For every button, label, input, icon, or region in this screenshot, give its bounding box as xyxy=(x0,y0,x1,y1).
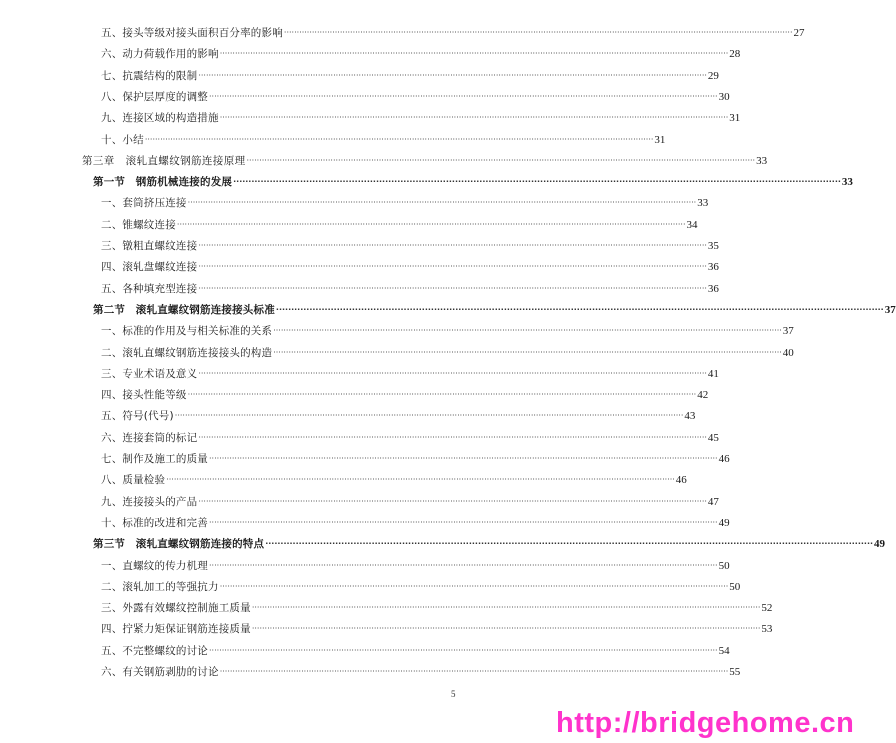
dot-leader: ········································································································································································································ xyxy=(219,581,729,591)
toc-entry xyxy=(101,620,773,638)
toc-entry-title: 九、连接接头的产品 xyxy=(101,495,198,508)
toc-entry-title: 三、镦粗直螺纹连接 xyxy=(101,240,198,252)
toc-entry xyxy=(101,450,730,468)
toc-entry xyxy=(101,322,794,340)
toc-entry xyxy=(101,24,805,42)
dot-leader: ········································································································································································································ xyxy=(283,28,793,37)
toc-entry-title: 六、动力荷载作用的影响 xyxy=(101,48,219,61)
toc-entry xyxy=(101,386,709,404)
toc-entry-page: 36 xyxy=(707,282,719,295)
dot-leader: ········································································································································································································ xyxy=(209,517,718,527)
toc-section-heading xyxy=(93,535,886,553)
toc-entry xyxy=(101,514,730,532)
toc-entry-title: 七、抗震结构的限制 xyxy=(101,69,198,82)
toc-entry-page: 53 xyxy=(761,623,773,636)
toc-entry-page: 46 xyxy=(675,474,687,487)
dot-leader: ········································································································································································································ xyxy=(219,667,729,676)
toc-entry-page: 54 xyxy=(718,644,730,657)
toc-entry-page: 34 xyxy=(686,218,698,231)
dot-leader: ········································································································································································································ xyxy=(265,539,874,549)
dot-leader: ········································································································································································································ xyxy=(246,155,756,165)
toc-entry-page: 42 xyxy=(697,389,709,402)
toc-entry xyxy=(101,88,730,106)
toc-entry xyxy=(101,599,773,617)
toc-entry xyxy=(101,344,794,362)
toc-entry xyxy=(101,471,687,489)
toc-entry-page: 33 xyxy=(841,176,853,189)
toc-entry xyxy=(101,578,741,596)
toc-entry-page: 40 xyxy=(782,346,794,359)
dot-leader: ········································································································································································································ xyxy=(198,368,707,378)
toc-entry-page: 28 xyxy=(729,48,741,61)
toc-entry-page: 47 xyxy=(707,495,719,508)
toc-entry-page: 37 xyxy=(782,325,794,338)
toc-entry-page: 33 xyxy=(756,154,768,167)
toc-entry-title: 三、外露有效螺纹控制施工质量 xyxy=(101,602,251,615)
toc-entry-title: 五、不完整螺纹的讨论 xyxy=(101,644,208,657)
page-number: 5 xyxy=(451,689,456,699)
dot-leader: ········································································································································································································ xyxy=(166,475,675,485)
dot-leader: ········································································································································································································ xyxy=(198,70,707,80)
toc-entry xyxy=(101,365,719,383)
toc-section-heading xyxy=(93,301,896,319)
toc-entry-title: 二、滚轧加工的等强抗力 xyxy=(101,580,219,593)
toc-entry xyxy=(101,237,719,255)
toc-entry-page: 45 xyxy=(707,431,719,444)
toc-entry xyxy=(101,45,741,63)
toc-entry-page: 37 xyxy=(884,303,896,316)
toc-entry-title: 八、质量检验 xyxy=(101,474,166,487)
toc-entry-title: 一、套筒挤压连接 xyxy=(101,197,187,210)
toc-entry-title: 第三章 滚轧直螺纹钢筋连接原理 xyxy=(82,154,246,167)
toc-entry-title: 六、连接套筒的标记 xyxy=(101,431,198,444)
toc-entry-title: 一、标准的作用及与相关标准的关系 xyxy=(101,325,273,338)
toc-entry xyxy=(101,407,696,425)
toc-entry-page: 36 xyxy=(707,261,719,274)
dot-leader: ········································································································································································································ xyxy=(209,560,718,570)
toc-entry xyxy=(101,258,719,276)
dot-leader: ········································································································································································································ xyxy=(209,645,718,655)
toc-entry-title: 七、制作及施工的质量 xyxy=(101,453,208,465)
toc-entry-page: 49 xyxy=(874,538,886,551)
toc-entry xyxy=(101,493,719,511)
toc-entry-page: 43 xyxy=(684,410,696,423)
toc-entry-title: 二、锥螺纹连接 xyxy=(101,218,176,231)
toc-entry xyxy=(101,642,730,660)
dot-leader: ········································································································································································································ xyxy=(198,241,707,250)
toc-entry-title: 八、保护层厚度的调整 xyxy=(101,90,208,103)
toc-entry-page: 52 xyxy=(761,602,773,615)
toc-entry xyxy=(101,216,698,234)
toc-entry-page: 33 xyxy=(697,197,709,210)
toc-entry-title: 四、滚轧盘螺纹连接 xyxy=(101,261,198,274)
dot-leader: ········································································································································································································ xyxy=(198,283,707,293)
toc-entry-title: 第一节 钢筋机械连接的发展 xyxy=(93,176,233,189)
toc-entry-page: 55 xyxy=(729,666,741,678)
toc-entry-title: 五、接头等级对接头面积百分率的影响 xyxy=(101,27,283,39)
dot-leader: ········································································································································································································ xyxy=(198,262,707,272)
dot-leader: ········································································································································································································ xyxy=(273,326,782,336)
toc-entry-title: 一、直螺纹的传力机理 xyxy=(101,559,208,572)
toc-entry-title: 六、有关钢筋剥肋的讨论 xyxy=(101,666,219,678)
dot-leader: ········································································································································································································ xyxy=(198,432,707,442)
dot-leader: ········································································································································································································ xyxy=(209,454,718,463)
dot-leader: ········································································································································································································ xyxy=(219,49,729,59)
toc-entry xyxy=(101,131,666,149)
toc-entry-page: 50 xyxy=(729,580,741,593)
toc-entry-page: 31 xyxy=(729,112,741,125)
toc-entry xyxy=(101,663,741,681)
dot-leader: ········································································································································································································ xyxy=(174,411,684,421)
toc-entry xyxy=(101,429,719,447)
toc-entry-page: 46 xyxy=(718,453,730,465)
toc-entry-page: 50 xyxy=(718,559,730,572)
toc-entry-title: 第二节 滚轧直螺纹钢筋连接接头标准 xyxy=(93,303,275,316)
watermark-url: http://bridgehome.cn xyxy=(556,707,855,739)
toc-entry xyxy=(101,194,709,212)
toc-entry xyxy=(101,109,741,127)
dot-leader: ········································································································································································································ xyxy=(273,347,782,357)
toc-entry-page: 41 xyxy=(707,367,719,380)
toc-entry-page: 30 xyxy=(718,90,730,103)
toc-entry-title: 五、各种填充型连接 xyxy=(101,282,198,295)
toc-entry xyxy=(101,280,719,298)
toc-entry xyxy=(101,557,730,575)
toc-chapter-heading xyxy=(82,152,768,170)
dot-leader: ········································································································································································································ xyxy=(251,624,761,634)
toc-entry-title: 五、符号(代号) xyxy=(101,410,174,423)
toc-entry-page: 31 xyxy=(654,133,666,146)
toc-entry-title: 二、滚轧直螺纹钢筋连接接头的构造 xyxy=(101,346,273,359)
toc-entry-title: 三、专业术语及意义 xyxy=(101,367,198,380)
toc-entry-title: 四、拧紧力矩保证钢筋连接质量 xyxy=(101,623,251,636)
dot-leader: ········································································································································································································ xyxy=(209,91,718,101)
dot-leader: ········································································································································································································ xyxy=(176,219,686,229)
toc-entry-title: 第三节 滚轧直螺纹钢筋连接的特点 xyxy=(93,538,265,551)
toc-entry-page: 49 xyxy=(718,516,730,529)
toc-section-heading xyxy=(93,173,853,191)
toc-entry-title: 四、接头性能等级 xyxy=(101,389,187,402)
toc-entry-title: 十、标准的改进和完善 xyxy=(101,516,208,529)
toc-entry-page: 27 xyxy=(793,27,805,39)
dot-leader: ········································································································································································································ xyxy=(144,134,654,144)
toc-entry-title: 十、小结 xyxy=(101,133,144,146)
dot-leader: ········································································································································································································ xyxy=(198,496,707,506)
dot-leader: ········································································································································································································ xyxy=(275,304,884,314)
dot-leader: ········································································································································································································ xyxy=(187,198,697,208)
toc-entry xyxy=(101,67,719,85)
toc-entry-page: 29 xyxy=(707,69,719,82)
toc-entry-page: 35 xyxy=(707,240,719,252)
dot-leader: ········································································································································································································ xyxy=(233,177,841,187)
dot-leader: ········································································································································································································ xyxy=(251,603,761,613)
toc-entry-title: 九、连接区域的构造措施 xyxy=(101,112,219,125)
dot-leader: ········································································································································································································ xyxy=(219,113,729,123)
dot-leader: ········································································································································································································ xyxy=(187,390,697,400)
